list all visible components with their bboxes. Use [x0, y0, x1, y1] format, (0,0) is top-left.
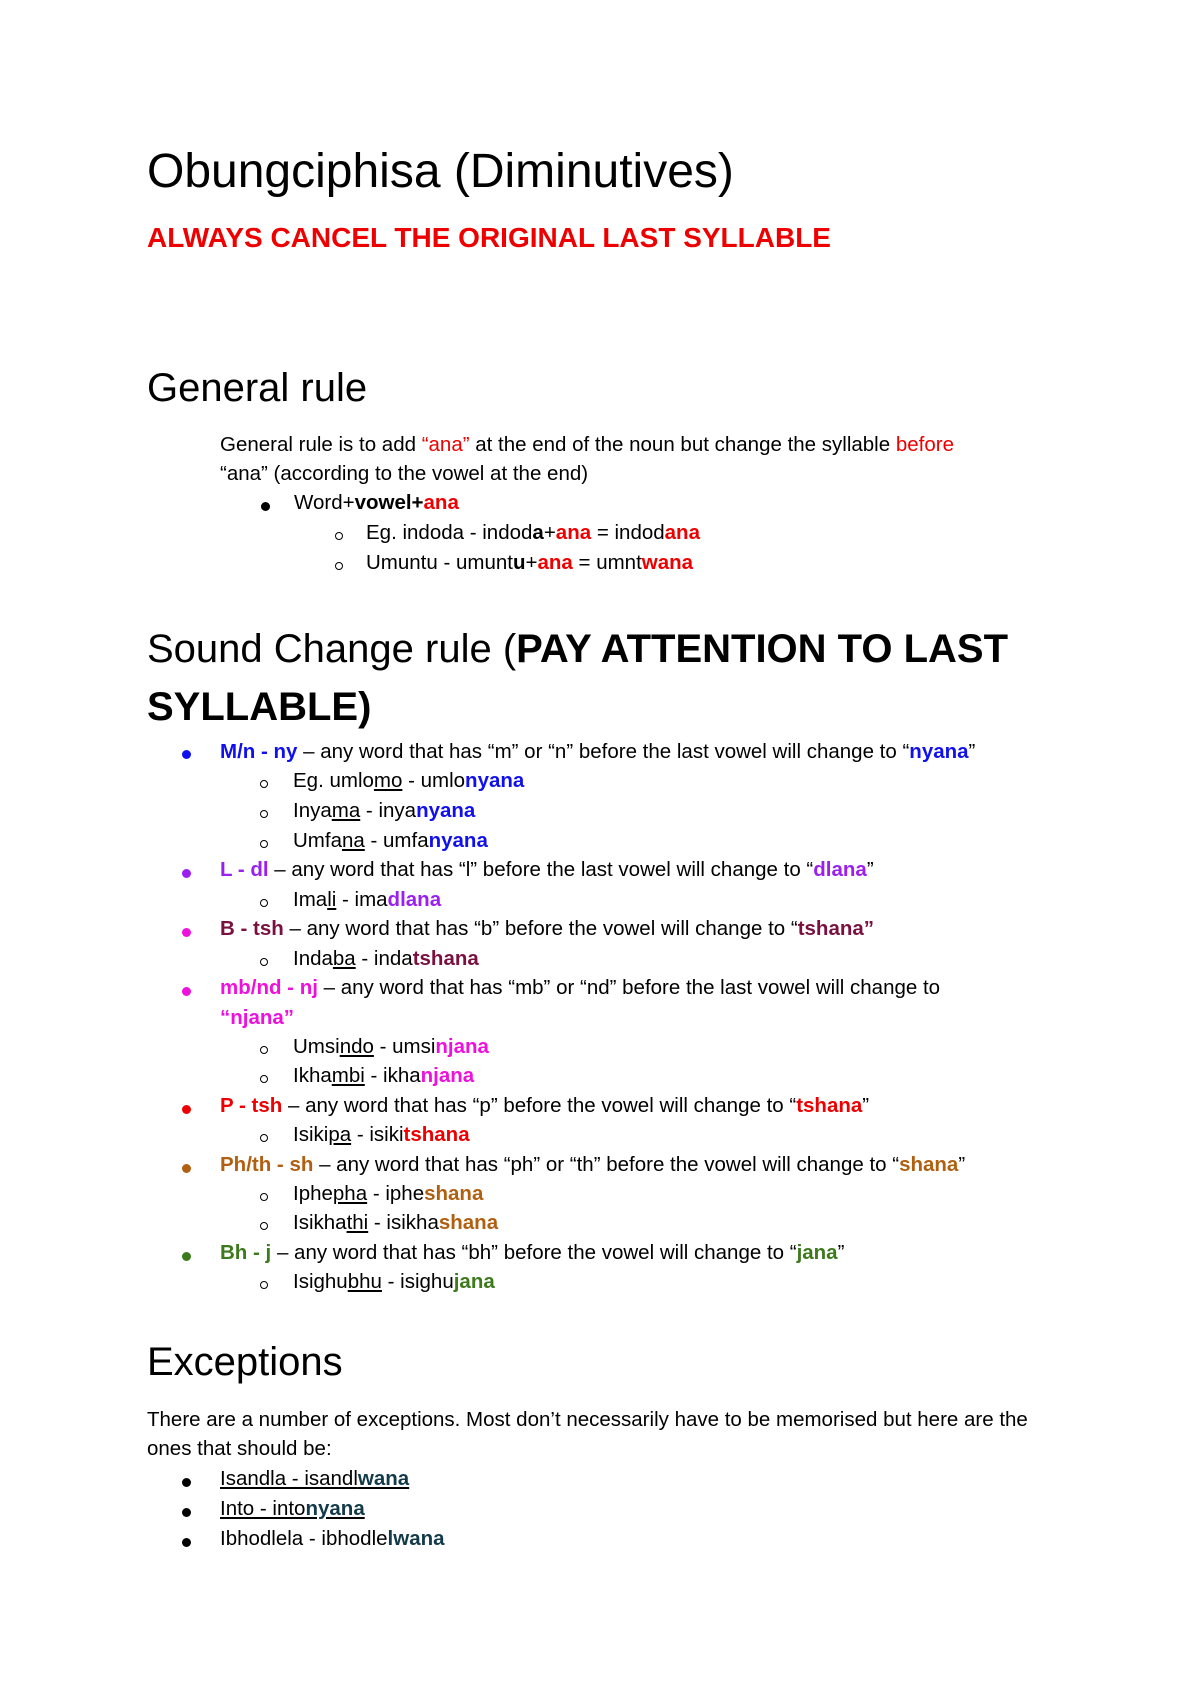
sub-bullet-ring — [260, 1193, 268, 1201]
rule-mb-nd: mb/nd - nj – any word that has “mb” or “nd” before the last vowel will change to — [220, 976, 941, 999]
bullet-dot — [182, 1508, 191, 1517]
bullet-dot — [182, 750, 191, 759]
example-inyama: Inyama - inyanyana — [293, 799, 476, 822]
sub-bullet-ring — [260, 1075, 268, 1083]
exceptions-heading: Exceptions — [147, 1340, 343, 1384]
example-iphepha: Iphepha - ipheshana — [293, 1182, 484, 1205]
example-umlomo: Eg. umlomo - umlonyana — [293, 769, 525, 792]
general-rule-intro: General rule is to add “ana” at the end of the noun but change the syllable before “ana” (according to the vowel at the end) — [220, 433, 954, 485]
bullet-dot — [182, 1478, 191, 1487]
rule-mb-nd-suffix: “njana” — [220, 1006, 295, 1029]
example-isighubhu: Isighubhu - isighujana — [293, 1270, 495, 1293]
subtitle-warning: ALWAYS CANCEL THE ORIGINAL LAST SYLLABLE — [147, 222, 831, 253]
sub-bullet-ring — [260, 780, 268, 788]
example-indaba: Indaba - indatshana — [293, 947, 479, 970]
sub-bullet-ring — [335, 532, 343, 540]
sub-bullet-ring — [260, 1222, 268, 1230]
example-umsindo: Umsindo - umsinjana — [293, 1035, 489, 1058]
bullet-dot — [261, 502, 270, 511]
bullet-dot — [182, 1538, 191, 1547]
sub-bullet-ring — [260, 840, 268, 848]
general-rule-heading: General rule — [147, 366, 368, 410]
sub-bullet-ring — [260, 1134, 268, 1142]
rule-b: B - tsh – any word that has “b” before the vowel will change to “tshana” — [220, 917, 875, 940]
bullet-dot — [182, 1105, 191, 1114]
bullet-dot — [182, 869, 191, 878]
general-example-1: Eg. indoda - indoda+ana = indodana — [366, 521, 700, 544]
example-ikhambi: Ikhambi - ikhanjana — [293, 1064, 475, 1087]
sub-bullet-ring — [260, 899, 268, 907]
exceptions-intro: There are a number of exceptions. Most don’t necessarily have to be memorised but here are the ones that should be: — [147, 1408, 1028, 1460]
sound-change-heading: Sound Change rule (PAY ATTENTION TO LAST SYLLABLE) — [147, 627, 1009, 729]
exception-ibhodlela: Ibhodlela - ibhodlelwana — [220, 1527, 445, 1550]
exception-into: Into - intonyana — [220, 1497, 365, 1520]
example-isikhathi: Isikhathi - isikhashana — [293, 1211, 499, 1234]
example-isikipa: Isikipa - isikitshana — [293, 1123, 470, 1146]
exception-isandla: Isandla - isandlwana — [220, 1467, 410, 1490]
rule-bh: Bh - j – any word that has “bh” before the vowel will change to “jana” — [220, 1241, 845, 1264]
bullet-dot — [182, 987, 191, 996]
sub-bullet-ring — [260, 958, 268, 966]
rule-ph-th: Ph/th - sh – any word that has “ph” or “th” before the vowel will change to “shana” — [220, 1153, 966, 1176]
page-title: Obungciphisa (Diminutives) — [147, 145, 734, 198]
sub-bullet-ring — [260, 810, 268, 818]
sub-bullet-ring — [335, 562, 343, 570]
example-imali: Imali - imadlana — [293, 888, 442, 911]
sub-bullet-ring — [260, 1046, 268, 1054]
general-example-2: Umuntu - umuntu+ana = umntwana — [366, 551, 694, 574]
general-formula: Word+vowel+ana — [294, 491, 459, 514]
rule-m-n: M/n - ny – any word that has “m” or “n” before the last vowel will change to “nyana” — [220, 740, 976, 763]
bullet-dot — [182, 928, 191, 937]
sub-bullet-ring — [260, 1281, 268, 1289]
example-umfana: Umfana - umfanyana — [293, 829, 488, 852]
bullet-dot — [182, 1252, 191, 1261]
rule-l: L - dl – any word that has “l” before the last vowel will change to “dlana” — [220, 858, 874, 881]
bullet-dot — [182, 1164, 191, 1173]
rule-p: P - tsh – any word that has “p” before the vowel will change to “tshana” — [220, 1094, 870, 1117]
